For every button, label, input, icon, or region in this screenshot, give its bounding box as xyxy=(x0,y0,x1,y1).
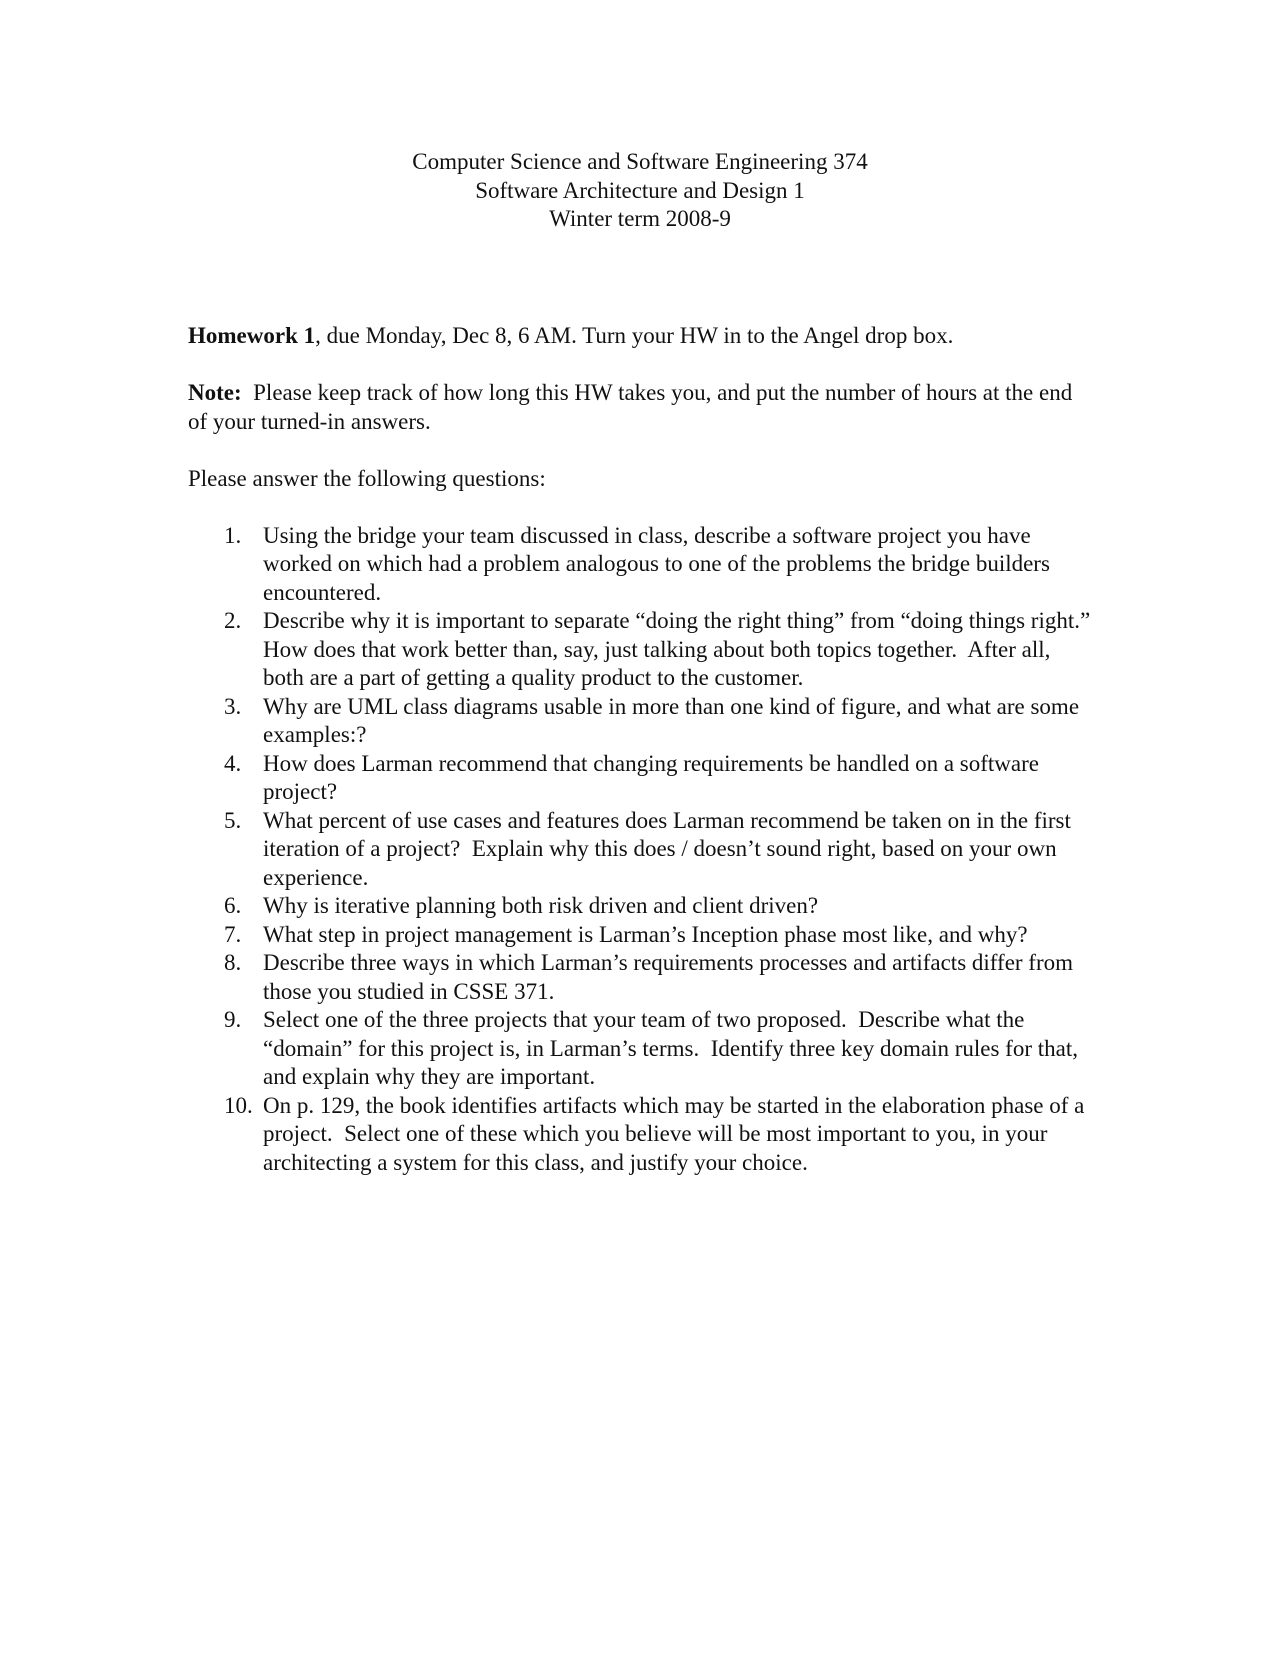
homework-line xyxy=(188,322,1093,351)
question-text: Using the bridge your team discussed in class, describe a software project you have worked on which had a problem analogous to one of the problems the bridge builders encountered. xyxy=(263,522,1056,605)
question-number: 3. xyxy=(224,693,242,719)
note-text: Please keep track of how long this HW takes you, and put the number of hours at the end of your turned-in answers. xyxy=(188,380,1078,434)
homework-details: , due Monday, Dec 8, 6 AM. Turn your HW in to the Angel drop box. xyxy=(315,323,954,348)
list-item xyxy=(188,693,1093,750)
question-text: Select one of the three projects that your team of two proposed. Describe what the “domain” for this project is, in Larman’s terms. Identify three key domain rules for that, and explain why they are important. xyxy=(263,1007,1084,1089)
note-paragraph xyxy=(188,379,1093,436)
document-body xyxy=(188,322,1102,1177)
list-item xyxy=(188,522,1093,608)
course-subtitle: Software Architecture and Design 1 xyxy=(475,177,805,203)
list-item xyxy=(188,807,1093,893)
question-number: 6. xyxy=(224,893,242,918)
question-text: What percent of use cases and features does Larman recommend be taken on in the first iteration of a project? Explain why this does / doesn’t sound right, based on your own experience. xyxy=(263,807,1077,890)
question-text: How does Larman recommend that changing requirements be handled on a software project? xyxy=(263,750,1045,804)
list-item xyxy=(188,949,1093,1006)
list-item xyxy=(188,750,1093,807)
question-list xyxy=(188,522,1102,1178)
question-number: 9. xyxy=(224,1007,242,1032)
question-number: 2. xyxy=(224,608,242,633)
list-item xyxy=(188,1006,1093,1092)
course-title: Computer Science and Software Engineering 374 xyxy=(412,149,868,174)
question-text: What step in project management is Larman’s Inception phase most like, and why? xyxy=(263,921,1028,947)
question-number: 5. xyxy=(224,807,242,833)
list-item xyxy=(188,921,1093,950)
question-text: Why are UML class diagrams usable in more than one kind of figure, and what are some examples:? xyxy=(263,693,1085,747)
course-header xyxy=(0,148,1280,234)
question-text: Describe why it is important to separate “doing the right thing” from “doing things right.” How does that work better than, say, just talking about both topics together. After all, both are a part of getting a quality product to the customer. xyxy=(263,608,1102,690)
question-number: 4. xyxy=(224,750,242,776)
question-number: 10. xyxy=(224,1092,253,1118)
list-item xyxy=(188,1092,1093,1178)
list-item xyxy=(188,607,1102,693)
question-number: 8. xyxy=(224,950,242,975)
question-number: 7. xyxy=(224,921,242,947)
question-text: On p. 129, the book identifies artifacts which may be started in the elaboration phase of a project. Select one of these which you believe will be most important to you, in your architecting a system for this class, and justify your choice. xyxy=(263,1092,1091,1175)
instruction-text: Please answer the following questions: xyxy=(188,465,546,491)
homework-label: Homework 1 xyxy=(188,323,316,348)
question-text: Describe three ways in which Larman’s requirements processes and artifacts differ from those you studied in CSSE 371. xyxy=(263,950,1079,1004)
question-text: Why is iterative planning both risk driven and client driven? xyxy=(263,893,819,918)
list-item xyxy=(188,892,1093,921)
term-label: Winter term 2008-9 xyxy=(549,206,731,231)
question-number: 1. xyxy=(224,522,242,548)
note-label: Note: xyxy=(188,380,242,405)
